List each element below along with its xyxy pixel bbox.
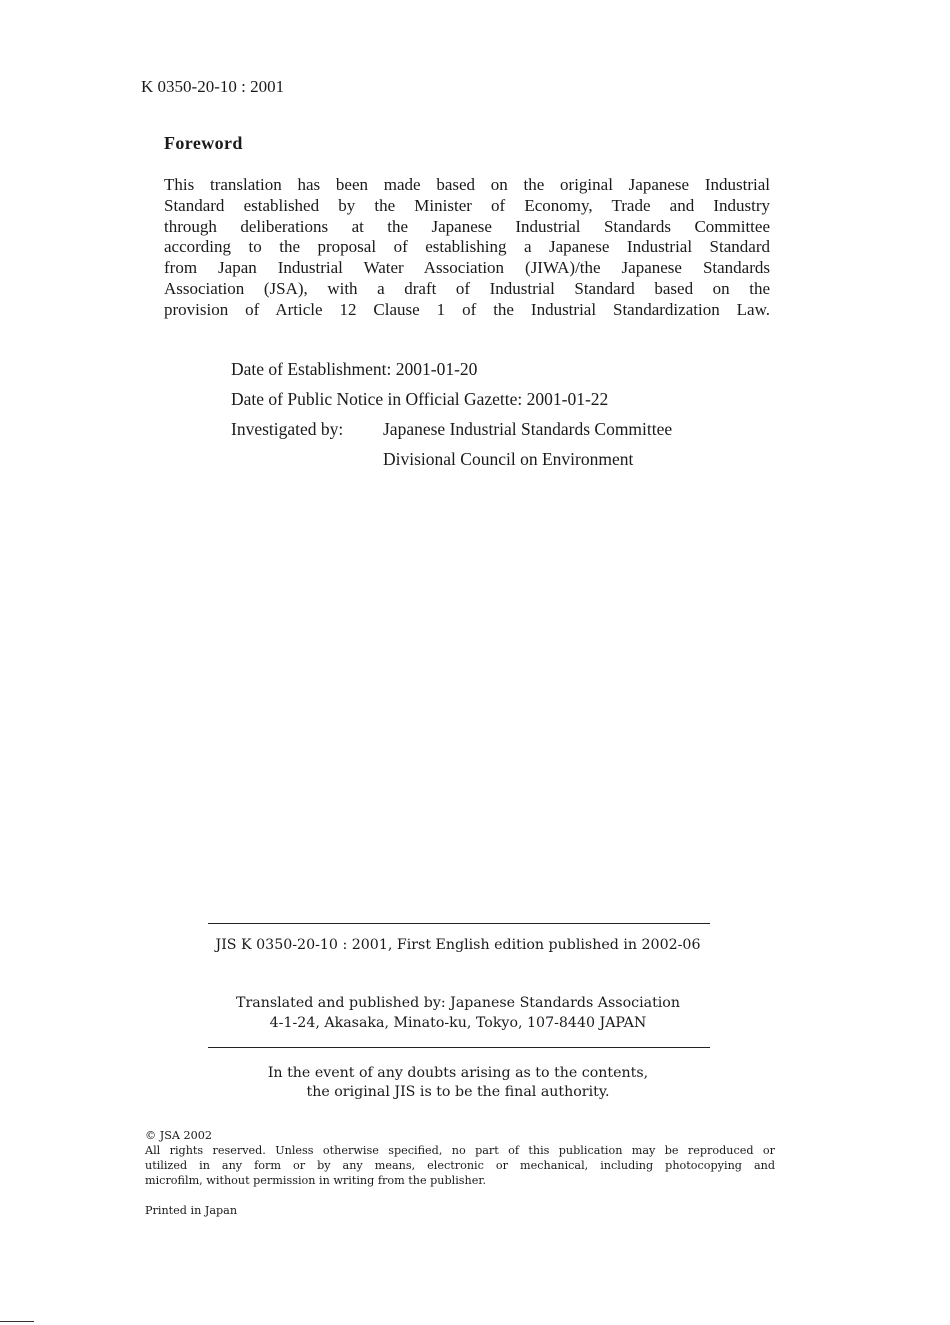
date-of-public-notice: Date of Public Notice in Official Gazette: 2001-01-22	[231, 389, 609, 409]
printed-in: Printed in Japan	[145, 1204, 238, 1217]
date-of-establishment: Date of Establishment: 2001-01-20	[231, 359, 478, 379]
rights-line: All rights reserved. Unless otherwise specified, no part of this publication may be reproduced or	[145, 1144, 775, 1157]
investigated-by-label: Investigated by:	[231, 419, 344, 439]
foreword-line: Association (JSA), with a draft of Industrial Standard based on the	[164, 278, 770, 298]
foreword-line: This translation has been made based on the original Japanese Industrial	[164, 175, 770, 194]
scan-edge-mark	[0, 1321, 34, 1322]
rights-line: microfilm, without permission in writing from the publisher.	[145, 1174, 487, 1187]
rights-line: utilized in any form or by any means, electronic or mechanical, including photocopying and	[145, 1159, 775, 1172]
edition-line: JIS K 0350-20-10 : 2001, First English edition published in 2002-06	[215, 937, 701, 953]
rights-statement	[145, 1143, 775, 1188]
authority-line-1: In the event of any doubts arising as to the contents,	[267, 1065, 649, 1081]
foreword-paragraph	[164, 175, 770, 321]
divider-bottom	[208, 1047, 710, 1048]
copyright-notice: © JSA 2002	[145, 1129, 212, 1142]
authority-line-2: the original JIS is to be the final authority.	[306, 1084, 610, 1100]
investigated-by-council: Divisional Council on Environment	[383, 449, 634, 469]
foreword-line: from Japan Industrial Water Association (JIWA)/the Japanese Standards	[164, 258, 770, 278]
foreword-line: Standard established by the Minister of Economy, Trade and Industry	[164, 195, 770, 215]
investigated-by-committee: Japanese Industrial Standards Committee	[383, 419, 673, 439]
foreword-heading: Foreword	[164, 133, 243, 153]
publisher-line: Translated and published by: Japanese Standards Association	[236, 995, 680, 1011]
foreword-line: according to the proposal of establishing a Japanese Industrial Standard	[164, 237, 770, 257]
divider-top	[208, 923, 710, 924]
document-number: K 0350-20-10 : 2001	[141, 77, 285, 96]
publisher-address: 4-1-24, Akasaka, Minato-ku, Tokyo, 107-8440 JAPAN	[269, 1015, 647, 1031]
foreword-line: through deliberations at the Japanese Industrial Standards Committee	[164, 216, 770, 236]
foreword-line: provision of Article 12 Clause 1 of the Industrial Standardization Law.	[164, 299, 770, 319]
